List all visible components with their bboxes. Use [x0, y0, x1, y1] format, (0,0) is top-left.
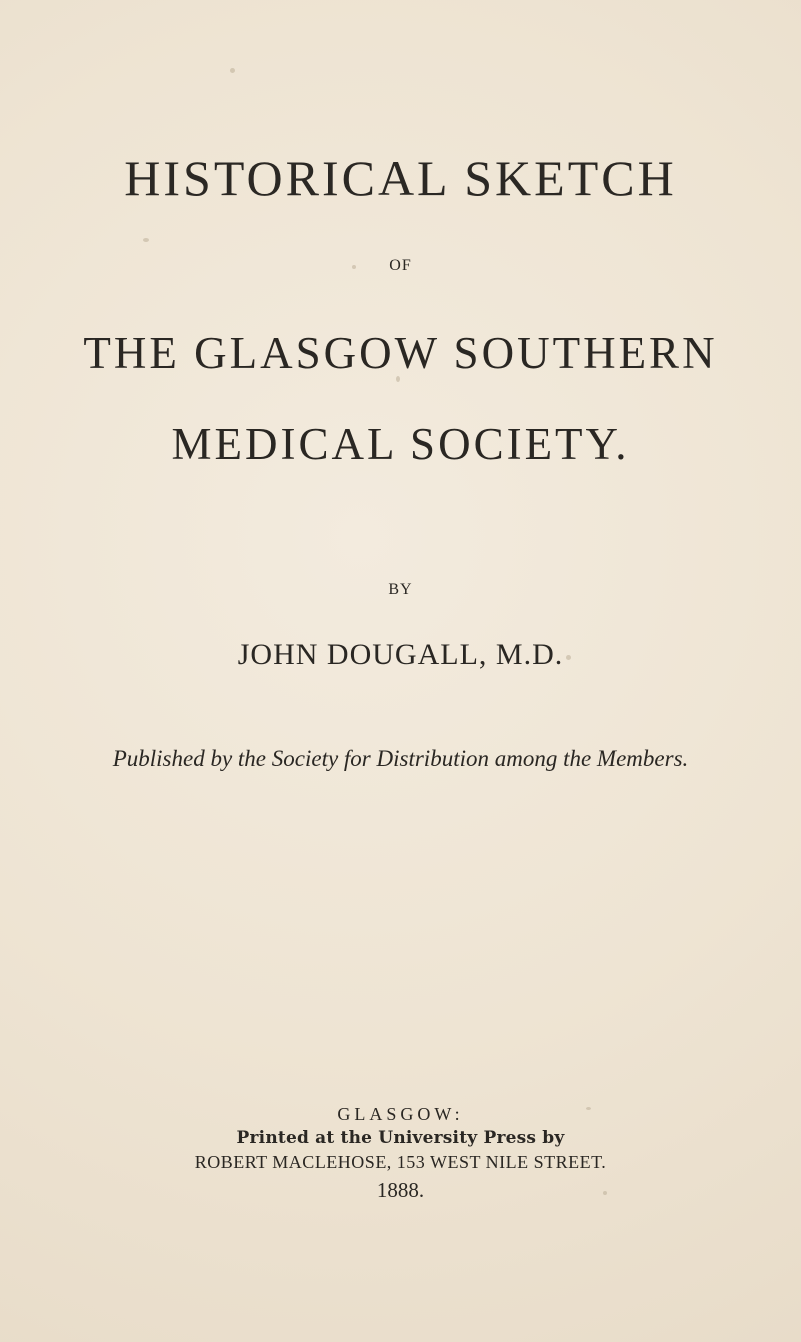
- imprint-address: ROBERT MACLEHOSE, 153 WEST NILE STREET.: [194, 1152, 607, 1172]
- paper-speck: [143, 238, 149, 242]
- imprint-city: GLASGOW:: [337, 1104, 464, 1124]
- by-label: BY: [388, 581, 413, 598]
- society-name-line2: MEDICAL SOCIETY.: [171, 419, 630, 469]
- society-name-line1: THE GLASGOW SOUTHERN: [83, 328, 718, 378]
- imprint-year: 1888.: [376, 1178, 425, 1202]
- of-label: OF: [389, 257, 412, 274]
- main-title: HISTORICAL SKETCH: [124, 150, 677, 206]
- publication-note: Published by the Society for Distribution among the Members.: [112, 746, 689, 771]
- imprint-printer: Printed at the University Press by: [236, 1128, 565, 1148]
- paper-speck: [230, 68, 235, 73]
- author-name: JOHN DOUGALL, M.D.: [237, 638, 564, 671]
